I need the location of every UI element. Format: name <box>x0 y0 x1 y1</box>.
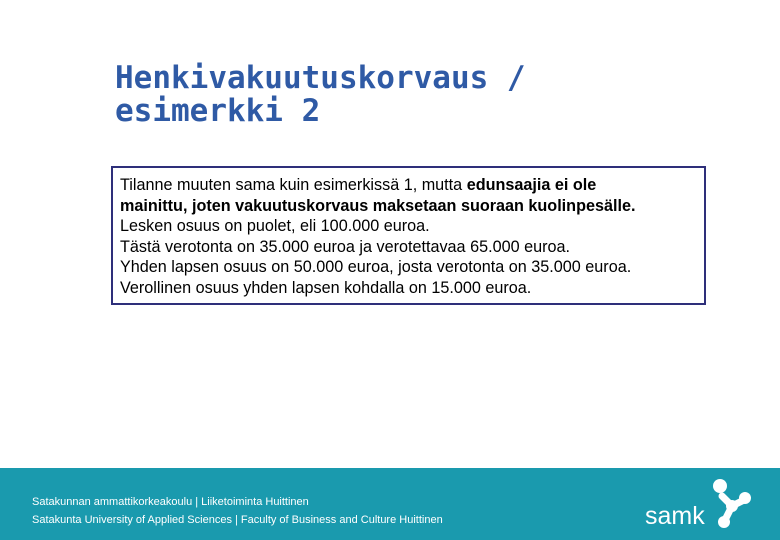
slide-title-line1: Henkivakuutuskorvaus / <box>115 60 526 96</box>
content-line-1-bold: edunsaajia ei ole <box>466 176 597 194</box>
slide-title <box>115 62 715 128</box>
content-line-5: Yhden lapsen osuus on 50.000 euroa, josta verotonta on 35.000 euroa. <box>120 258 632 277</box>
content-line-1-normal: Tilanne muuten sama kuin esimerkissä 1, mutta <box>120 176 467 194</box>
content-line-2-bold: mainittu, joten vakuutuskorvaus maksetaan suoraan kuolinpesälle. <box>120 196 636 215</box>
samk-logo-icon <box>708 478 756 530</box>
content-line-6: Verollinen osuus yhden lapsen kohdalla on 15.000 euroa. <box>120 278 532 297</box>
example-text-box <box>111 166 706 305</box>
slide-title-line2: esimerkki 2 <box>115 93 321 129</box>
content-line-2 <box>120 196 704 217</box>
content-line-3: Lesken osuus on puolet, eli 100.000 euroa. <box>120 217 430 236</box>
footer-line-2: Satakunta University of Applied Sciences | Faculty of Business and Culture Huittinen <box>32 514 443 526</box>
content-line-4: Tästä verotonta on 35.000 euroa ja verotettavaa 65.000 euroa. <box>120 237 570 256</box>
samk-logo-text: samk <box>645 502 705 530</box>
footer-bar <box>0 468 780 540</box>
footer-line-1: Satakunnan ammattikorkeakoulu | Liiketoiminta Huittinen <box>32 496 309 508</box>
content-line-1 <box>120 175 704 196</box>
